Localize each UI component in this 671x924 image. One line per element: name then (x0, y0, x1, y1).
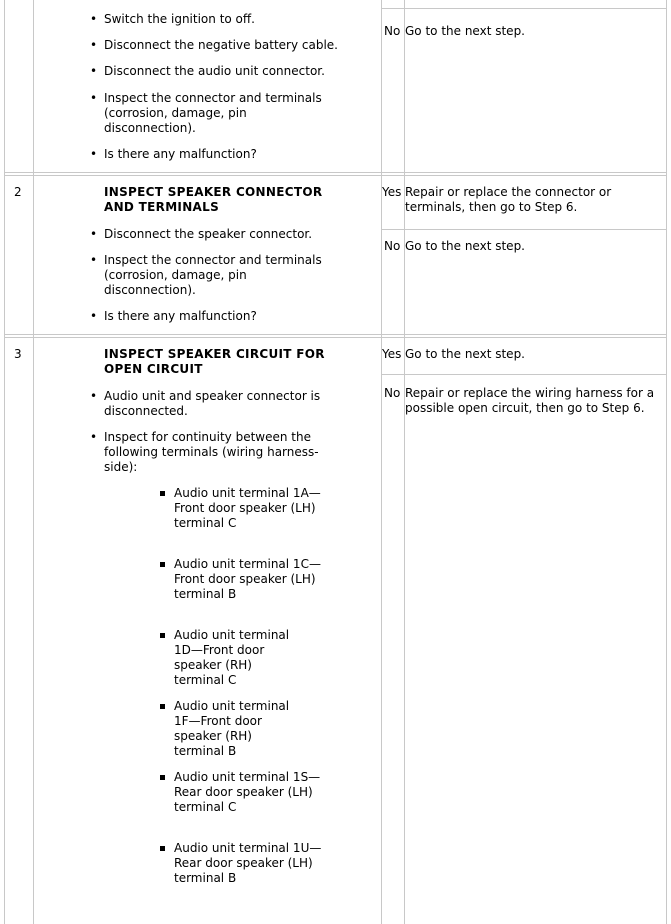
table-border-step (33, 0, 34, 924)
action-text: Go to the next step. (405, 347, 525, 361)
row-divider (4, 172, 667, 173)
row-divider (4, 337, 667, 338)
list-item: Inspect the connector and terminals (corrosion, damage, pin disconnection). (104, 91, 322, 135)
square-bullet-icon (160, 633, 165, 638)
row-divider (382, 374, 667, 375)
action-text: Repair or replace the wiring harness for a possible open circuit, then go to Step 6. (405, 386, 655, 415)
step-number: 3 (14, 347, 22, 361)
square-bullet-icon (160, 846, 165, 851)
row-divider (382, 229, 667, 230)
list-item: Is there any malfunction? (104, 147, 257, 161)
result-yes-label: Yes (382, 185, 402, 199)
action-text: Go to the next step. (405, 239, 525, 253)
step-title: INSPECT SPEAKER CONNECTOR AND TERMINALS (104, 185, 323, 214)
bullet-icon: • (90, 430, 98, 444)
list-item: Disconnect the audio unit connector. (104, 64, 325, 78)
square-bullet-icon (160, 775, 165, 780)
table-border-result (404, 0, 405, 924)
table-border-inspection (381, 0, 382, 924)
square-bullet-icon (160, 562, 165, 567)
bullet-icon: • (90, 389, 98, 403)
result-no-label: No (384, 24, 401, 38)
bullet-icon: • (90, 91, 98, 105)
row-divider (382, 8, 667, 9)
result-yes-label: Yes (382, 347, 402, 361)
list-item: Inspect for continuity between the following terminals (wiring harness-side): (104, 430, 319, 474)
list-item: Switch the ignition to off. (104, 12, 255, 26)
table-border-right (666, 0, 667, 924)
bullet-icon: • (90, 227, 98, 241)
list-item: Audio unit and speaker connector is disconnected. (104, 389, 321, 418)
bullet-icon: • (90, 253, 98, 267)
list-item: Inspect the connector and terminals (corrosion, damage, pin disconnection). (104, 253, 322, 297)
list-item: Disconnect the negative battery cable. (104, 38, 338, 52)
bullet-icon: • (90, 147, 98, 161)
bullet-icon: • (90, 64, 98, 78)
sub-list-item: Audio unit terminal 1U—Rear door speaker (LH) terminal B (174, 841, 322, 885)
list-item: Is there any malfunction? (104, 309, 257, 323)
action-text: Go to the next step. (405, 24, 525, 38)
list-item: Disconnect the speaker connector. (104, 227, 313, 241)
table-border-left (4, 0, 5, 924)
square-bullet-icon (160, 491, 165, 496)
sub-list-item: Audio unit terminal 1C—Front door speaker (LH) terminal B (174, 557, 321, 601)
action-text: Repair or replace the connector or terminals, then go to Step 6. (405, 185, 612, 214)
bullet-icon: • (90, 38, 98, 52)
sub-list-item: Audio unit terminal 1S—Rear door speaker (LH) terminal C (174, 770, 321, 814)
row-divider (4, 175, 667, 176)
bullet-icon: • (90, 309, 98, 323)
step-number: 2 (14, 185, 22, 199)
square-bullet-icon (160, 704, 165, 709)
bullet-icon: • (90, 12, 98, 26)
row-divider (4, 334, 667, 335)
result-no-label: No (384, 239, 401, 253)
step-title: INSPECT SPEAKER CIRCUIT FOR OPEN CIRCUIT (104, 347, 325, 376)
sub-list-item: Audio unit terminal 1D—Front door speaker (RH) terminal C (174, 628, 290, 687)
sub-list-item: Audio unit terminal 1A—Front door speaker (LH) terminal C (174, 486, 321, 530)
result-no-label: No (384, 386, 401, 400)
sub-list-item: Audio unit terminal 1F—Front door speaker (RH) terminal B (174, 699, 290, 758)
